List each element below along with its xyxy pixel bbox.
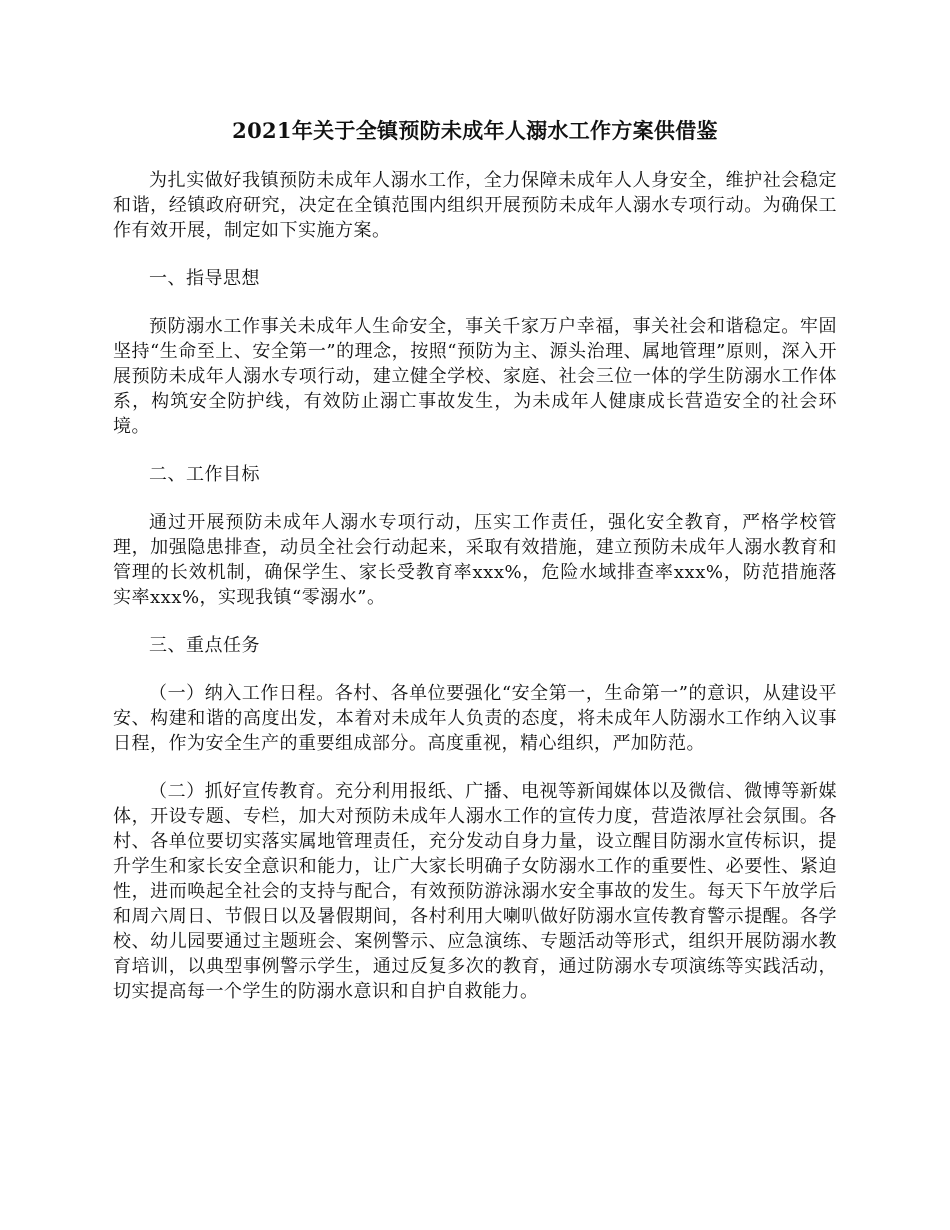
key-task-schedule-paragraph: （一）纳入工作日程。各村、各单位要强化“安全第一，生命第一”的意识，从建设平安、构建和谐的高度出发，本着对未成年人负责的态度，将未成年人防溺水工作纳入议事日程，作为安全生产的重要组成部分。高度重视，精心组织，严加防范。 bbox=[113, 683, 837, 754]
document-title: 2021年关于全镇预防未成年人溺水工作方案供借鉴 bbox=[232, 118, 718, 143]
intro-paragraph: 为扎实做好我镇预防未成年人溺水工作，全力保障未成年人人身安全，维护社会稳定和谐，经镇政府研究，决定在全镇范围内组织开展预防未成年人溺水专项行动。为确保工作有效开展，制定如下实施方案。 bbox=[113, 170, 837, 241]
section-heading-work-goals: 二、工作目标 bbox=[149, 464, 260, 485]
guiding-thought-paragraph: 预防溺水工作事关未成年人生命安全，事关千家万户幸福，事关社会和谐稳定。牢固坚持“生命至上、安全第一”的理念，按照“预防为主、源头治理、属地管理”原则，深入开展预防未成年人溺水专项行动，建立健全学校、家庭、社会三位一体的学生防溺水工作体系，构筑安全防护线，有效防止溺亡事故发生，为未成年人健康成长营造安全的社会环境。 bbox=[113, 316, 837, 437]
document-page bbox=[113, 116, 837, 1027]
work-goals-paragraph: 通过开展预防未成年人溺水专项行动，压实工作责任，强化安全教育，严格学校管理，加强隐患排查，动员全社会行动起来，采取有效措施，建立预防未成年人溺水教育和管理的长效机制，确保学生、家长受教育率xxx%，危险水域排查率xxx%，防范措施落实率xxx%，实现我镇“零溺水”。 bbox=[113, 512, 837, 608]
key-task-education-paragraph: （二）抓好宣传教育。充分利用报纸、广播、电视等新闻媒体以及微信、微博等新媒体，开设专题、专栏，加大对预防未成年人溺水工作的宣传力度，营造浓厚社会氛围。各村、各单位要切实落实属地管理责任，充分发动自身力量，设立醒目防溺水宣传标识，提升学生和家长安全意识和能力，让广大家长明确子女防溺水工作的重要性、必要性、紧迫性，进而唤起全社会的支持与配合，有效预防游泳溺水安全事故的发生。每天下午放学后和周六周日、节假日以及暑假期间，各村利用大喇叭做好防溺水宣传教育警示提醒。各学校、幼儿园要通过主题班会、案例警示、应急演练、专题活动等形式，组织开展防溺水教育培训，以典型事例警示学生，通过反复多次的教育，通过防溺水专项演练等实践活动，切实提高每一个学生的防溺水意识和自护自救能力。 bbox=[113, 781, 837, 1002]
section-heading-key-tasks: 三、重点任务 bbox=[149, 635, 260, 656]
section-heading-guiding-thought: 一、指导思想 bbox=[149, 268, 260, 289]
